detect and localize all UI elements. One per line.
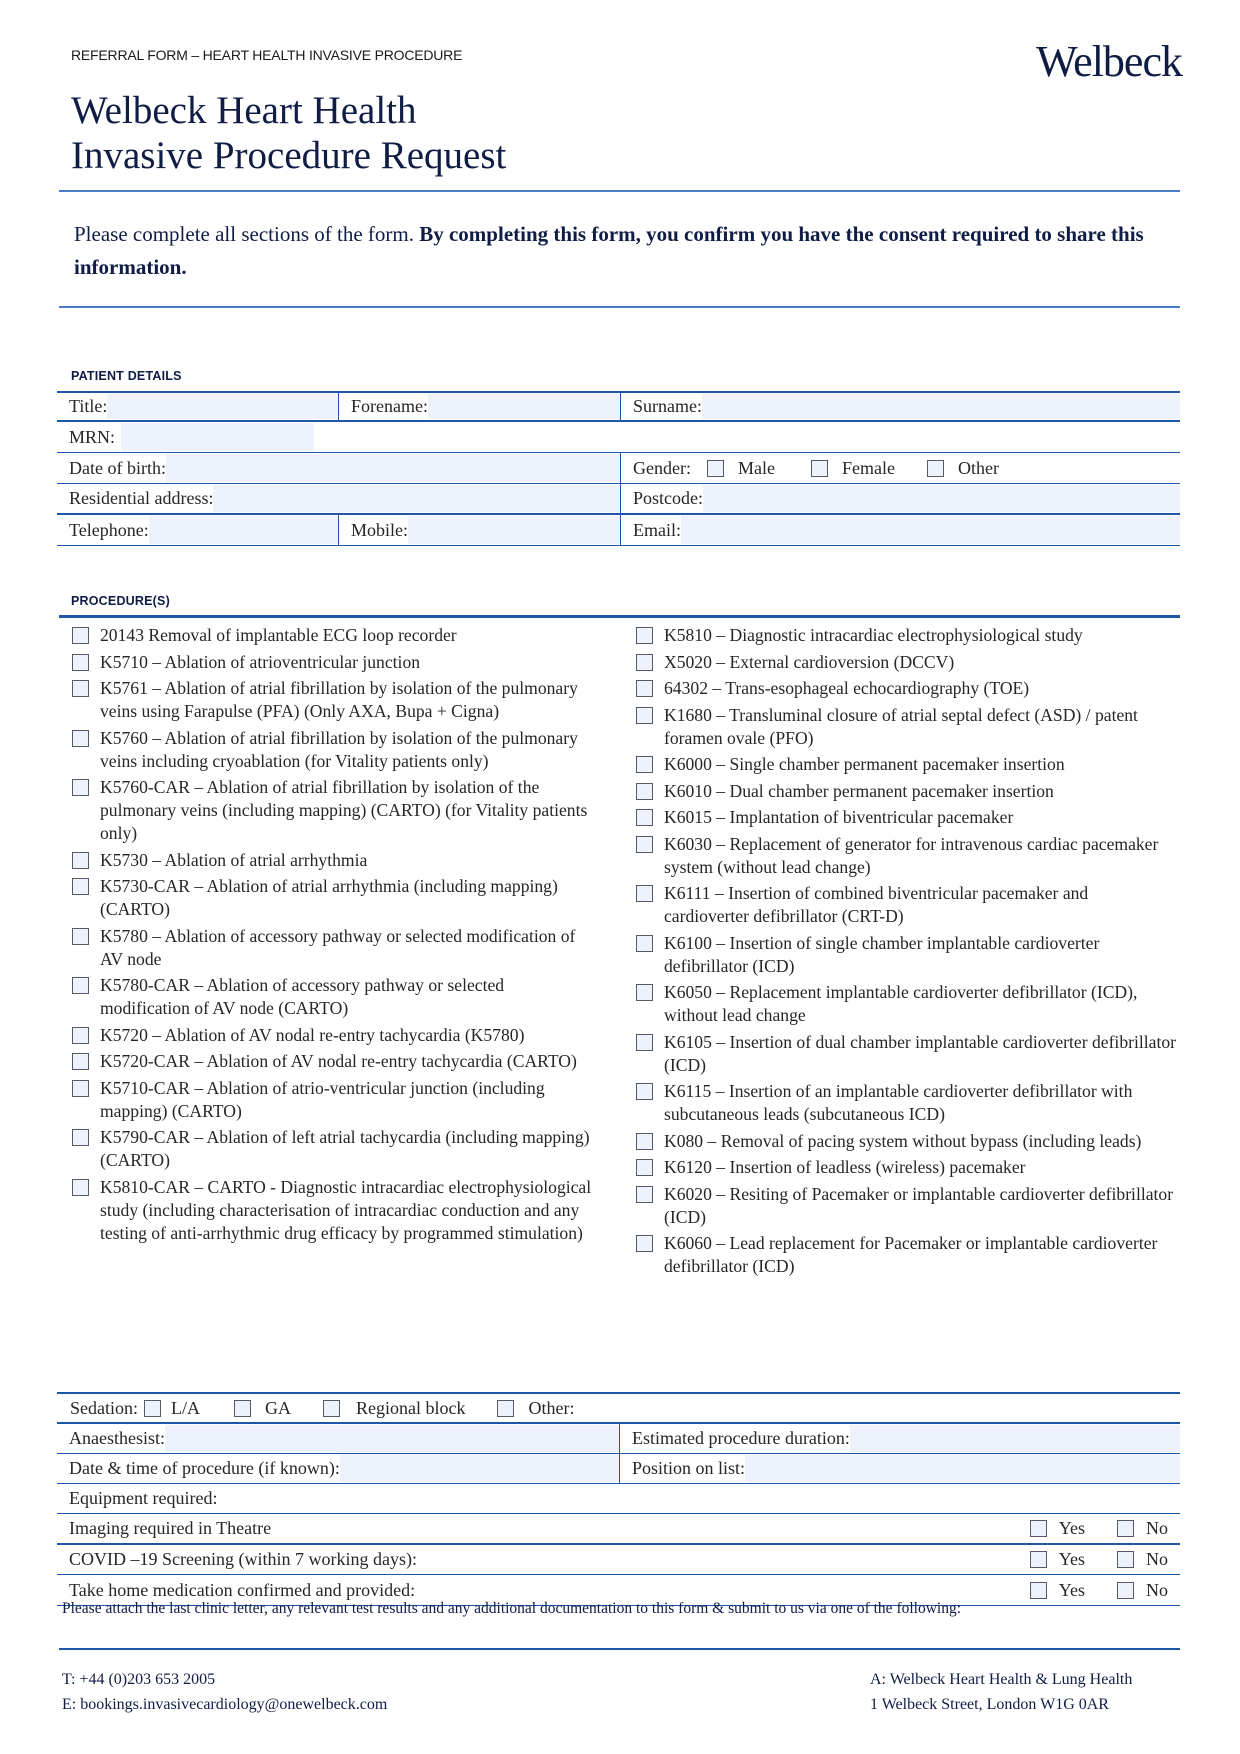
procedure-label: K5790-CAR – Ablation of left atrial tachycardia (including mapping) (CARTO) [100,1127,590,1170]
checkbox[interactable] [72,680,89,697]
procedure-label: K5810 – Diagnostic intracardiac electrophysiological study [664,625,1083,645]
gender-male-label: Male [737,457,775,478]
procedure-label: 20143 Removal of implantable ECG loop recorder [100,625,457,645]
procedure-option[interactable] [72,651,592,674]
procedure-option[interactable] [72,974,592,1020]
footer-address [870,1667,1132,1717]
footer-email[interactable]: E: bookings.invasivecardiology@onewelbeck.com [62,1696,388,1713]
anaesthesist-row [57,1424,1180,1454]
title-line-1: Welbeck Heart Health [71,89,417,132]
forename-field[interactable] [338,393,620,420]
intro-consent: By completing this form, you confirm you have the consent required to share this information. [74,222,1144,279]
gender-option-female[interactable] [811,458,895,479]
footer-contact [62,1667,387,1717]
sedation-option-la[interactable] [144,1398,200,1419]
equipment-label: Equipment required: [69,1488,218,1508]
date-time-input[interactable] [340,1455,619,1482]
covid-label: COVID –19 Screening (within 7 working days): [69,1549,417,1569]
page-title [71,88,506,178]
surname-label: Surname: [633,396,702,416]
dob-input[interactable] [166,454,620,482]
checkbox[interactable] [927,460,944,477]
covid-yes[interactable] [1030,1549,1085,1570]
medication-label: Take home medication confirmed and provided: [69,1579,416,1600]
address-field[interactable] [57,484,620,513]
checkbox[interactable] [1030,1520,1047,1537]
procedure-option[interactable] [636,833,1176,879]
procedure-label: K5730 – Ablation of atrial arrhythmia [100,849,368,870]
procedure-option[interactable] [636,624,1176,647]
patient-row-contact [57,515,1180,546]
mrn-label: MRN: [69,426,116,447]
sedation-option-other[interactable] [497,1398,574,1419]
procedure-option[interactable] [72,1050,592,1073]
covid-no[interactable] [1117,1549,1168,1570]
email-field[interactable] [620,515,1180,545]
position-field[interactable] [619,1454,1180,1483]
checkbox[interactable] [636,783,653,800]
checkbox[interactable] [811,460,828,477]
checkbox[interactable] [1117,1520,1134,1537]
procedure-label: K5780 – Ablation of accessory pathway or selected modification of AV node [100,925,576,969]
checkbox[interactable] [234,1400,251,1417]
procedure-option[interactable] [636,806,1176,829]
sedation-regional-label: Regional block [356,1397,466,1418]
sedation-option-ga[interactable] [234,1398,291,1419]
address-label: Residential address: [69,488,214,508]
mrn-input[interactable] [121,423,314,451]
procedure-label: K6010 – Dual chamber permanent pacemaker insertion [664,780,1054,801]
checkbox[interactable] [636,654,653,671]
mobile-input[interactable] [408,516,620,544]
procedure-details-table [57,1394,1180,1609]
procedure-label: K6115 – Insertion of an implantable cardioverter defibrillator with subcutaneous leads (subcutaneous ICD) [664,1081,1133,1124]
procedure-option[interactable] [72,776,592,845]
checkbox[interactable] [636,1186,653,1203]
welbeck-logo: Welbeck [1036,37,1182,86]
procedure-label: K5720 – Ablation of AV nodal re-entry tachycardia (K5780) [100,1024,525,1045]
telephone-input[interactable] [149,516,338,544]
checkbox[interactable] [72,1129,89,1146]
checkbox[interactable] [636,756,653,773]
gender-option-male[interactable] [707,458,775,479]
checkbox[interactable] [636,836,653,853]
procedure-option[interactable] [72,1077,592,1123]
procedure-option[interactable] [72,1024,592,1047]
procedure-option[interactable] [72,624,592,647]
attachment-instructions: Please attach the last clinic letter, any relevant test results and any additional documentation to this form & submit to us via one of the following: [62,1600,962,1617]
procedure-option[interactable] [636,753,1176,776]
procedure-label: K6060 – Lead replacement for Pacemaker or implantable cardioverter defibrillator (ICD) [664,1233,1158,1276]
anaesthesist-input[interactable] [165,1425,619,1452]
mobile-label: Mobile: [351,519,408,540]
checkbox[interactable] [636,1083,653,1100]
patient-row-address [57,484,1180,515]
procedure-option[interactable] [636,1183,1176,1229]
forename-input[interactable] [428,394,620,419]
procedure-option[interactable] [636,704,1176,750]
procedure-option[interactable] [636,651,1176,674]
checkbox[interactable] [636,1159,653,1176]
procedure-option[interactable] [636,780,1176,803]
duration-input[interactable] [850,1425,1180,1452]
checkbox[interactable] [72,878,89,895]
surname-field[interactable] [620,393,1180,420]
checkbox[interactable] [707,460,724,477]
checkbox[interactable] [1030,1582,1047,1599]
procedure-label: K6030 – Replacement of generator for intravenous cardiac pacemaker system (without lead change) [664,833,1159,877]
form-type-label: REFERRAL FORM – HEART HEALTH INVASIVE PROCEDURE [71,47,463,63]
sedation-ga-label: GA [265,1397,291,1418]
position-input[interactable] [745,1455,1180,1482]
covid-field [57,1545,1180,1574]
checkbox[interactable] [1117,1551,1134,1568]
procedure-label: K6000 – Single chamber permanent pacemaker insertion [664,754,1065,774]
checkbox[interactable] [636,885,653,902]
procedure-label: K1680 – Transluminal closure of atrial septal defect (ASD) / patent foramen ovale (PFO) [664,704,1138,748]
procedure-label: K6050 – Replacement implantable cardioverter defibrillator (ICD), without lead change [664,982,1138,1025]
title-line-2: Invasive Procedure Request [71,134,507,177]
patient-row-dob-gender [57,453,1180,484]
checkbox[interactable] [72,654,89,671]
surname-input[interactable] [702,394,1180,419]
patient-details-table [57,393,1180,547]
yes-label: Yes [1058,1518,1085,1538]
gender-field [620,453,1180,483]
title-input[interactable] [107,394,338,419]
sedation-other-label: Other: [528,1397,575,1418]
procedure-option[interactable] [72,849,592,872]
covid-row [57,1545,1180,1575]
sedation-option-regional-block[interactable] [323,1398,465,1419]
procedure-option[interactable] [636,1156,1176,1179]
equipment-field[interactable] [57,1484,1180,1513]
procedure-option[interactable] [72,1176,592,1245]
sedation-row [57,1394,1180,1424]
procedure-option[interactable] [636,1232,1176,1278]
medication-no[interactable] [1117,1580,1168,1601]
imaging-label: Imaging required in Theatre [69,1518,272,1538]
telephone-field[interactable] [57,515,338,545]
sedation-la-label: L/A [171,1397,200,1418]
dob-label: Date of birth: [69,457,166,478]
medication-yes[interactable] [1030,1580,1085,1601]
checkbox[interactable] [636,680,653,697]
procedure-label: K080 – Removal of pacing system without bypass (including leads) [664,1130,1142,1151]
postcode-label: Postcode: [633,488,703,508]
checkbox[interactable] [636,1133,653,1150]
yes-label: Yes [1058,1549,1085,1569]
procedure-label: K5730-CAR – Ablation of atrial arrhythmia (including mapping) (CARTO) [100,876,558,919]
checkbox[interactable] [636,1235,653,1252]
email-label: Email: [633,519,681,540]
procedure-label: K5780-CAR – Ablation of accessory pathway or selected modification of AV node (CARTO) [100,975,505,1018]
procedure-option[interactable] [636,882,1176,928]
no-label: No [1146,1518,1168,1538]
procedure-label: K5710 – Ablation of atrioventricular junction [100,651,421,672]
checkbox[interactable] [1117,1582,1134,1599]
procedure-option[interactable] [72,925,592,971]
checkbox[interactable] [1030,1551,1047,1568]
address-input[interactable] [213,485,620,512]
procedure-label: K5760 – Ablation of atrial fibrillation by isolation of the pulmonary veins including cryoablation (for Vitality patients only) [100,727,578,771]
checkbox[interactable] [72,928,89,945]
patient-details-heading: PATIENT DETAILS [71,369,182,383]
intro-text [74,218,1154,284]
procedure-label: K5761 – Ablation of atrial fibrillation by isolation of the pulmonary veins using Farapulse (PFA) (Only AXA, Bupa + Cigna) [100,678,578,721]
gender-female-label: Female [841,457,895,478]
duration-label: Estimated procedure duration: [632,1428,850,1448]
checkbox[interactable] [72,852,89,869]
procedure-label: X5020 – External cardioversion (DCCV) [664,651,955,672]
patient-row-mrn [57,422,1180,453]
divider [59,190,1180,192]
anaesthesist-field[interactable] [57,1424,619,1453]
imaging-yes[interactable] [1030,1518,1085,1539]
patient-row-names [57,393,1180,422]
intro-regular: Please complete all sections of the form. [74,222,420,246]
procedure-option[interactable] [72,875,592,921]
procedure-label: K6100 – Insertion of single chamber implantable cardioverter defibrillator (ICD) [664,932,1100,976]
procedure-option[interactable] [72,677,592,723]
procedure-option[interactable] [636,1130,1176,1153]
date-time-label: Date & time of procedure (if known): [69,1458,340,1478]
mobile-field[interactable] [338,515,620,545]
yes-label: Yes [1058,1579,1085,1600]
imaging-row [57,1514,1180,1545]
date-time-row [57,1454,1180,1484]
procedure-label: K6020 – Resiting of Pacemaker or implantable cardioverter defibrillator (ICD) [664,1183,1174,1227]
checkbox[interactable] [72,627,89,644]
title-label: Title: [69,396,108,416]
footer-address-line2: 1 Welbeck Street, London W1G 0AR [870,1696,1109,1713]
procedure-label: K5810-CAR – CARTO - Diagnostic intracardiac electrophysiological study (including characterisation of intracardiac conduction and any testing of anti-arrhythmic drug efficacy by programmed stimulation) [100,1176,592,1243]
imaging-field [57,1514,1180,1543]
procedures-left-column [72,624,592,1248]
checkbox[interactable] [72,779,89,796]
procedure-label: K5760-CAR – Ablation of atrial fibrillation by isolation of the pulmonary veins (including mapping) (CARTO) (for Vitality patients only) [100,777,588,843]
no-label: No [1146,1579,1168,1600]
checkbox[interactable] [636,984,653,1001]
checkbox[interactable] [72,1053,89,1070]
checkbox[interactable] [72,730,89,747]
checkbox[interactable] [636,809,653,826]
gender-option-other[interactable] [927,458,999,479]
dob-field[interactable] [57,453,620,483]
procedure-option[interactable] [636,677,1176,700]
procedure-label: K6111 – Insertion of combined biventricular pacemaker and cardioverter defibrillator (CRT-D) [664,883,1089,926]
procedure-option[interactable] [72,1126,592,1172]
checkbox[interactable] [636,1034,653,1051]
equipment-row [57,1484,1180,1514]
procedure-label: K6015 – Implantation of biventricular pacemaker [664,807,1014,827]
procedures-right-column [636,624,1176,1282]
no-label: No [1146,1549,1168,1569]
checkbox[interactable] [72,1179,89,1196]
telephone-label: Telephone: [69,519,149,540]
footer-divider [59,1648,1180,1650]
gender-other-label: Other [957,457,999,478]
mrn-field[interactable] [57,422,1180,452]
procedures-heading: PROCEDURE(S) [71,594,170,608]
procedure-option[interactable] [72,727,592,773]
date-time-field[interactable] [57,1454,619,1483]
checkbox[interactable] [323,1400,340,1417]
procedure-label: K6105 – Insertion of dual chamber implantable cardioverter defibrillator (ICD) [664,1031,1176,1075]
procedure-option[interactable] [636,1031,1176,1077]
procedure-option[interactable] [636,932,1176,978]
checkbox[interactable] [636,935,653,952]
checkbox[interactable] [72,977,89,994]
footer-telephone: T: +44 (0)203 653 2005 [62,1671,216,1688]
sedation-field [57,1394,1180,1422]
checkbox[interactable] [72,1080,89,1097]
duration-field[interactable] [619,1424,1180,1453]
procedure-option[interactable] [636,1080,1176,1126]
divider [59,306,1180,308]
checkbox[interactable] [72,1027,89,1044]
sedation-label: Sedation: [70,1397,138,1418]
forename-label: Forename: [351,396,428,416]
gender-label: Gender: [633,457,691,478]
postcode-input[interactable] [703,485,1180,512]
checkbox[interactable] [144,1400,161,1417]
procedure-label: K6120 – Insertion of leadless (wireless) pacemaker [664,1157,1026,1177]
position-label: Position on list: [632,1458,746,1478]
anaesthesist-label: Anaesthesist: [69,1428,165,1448]
footer-address-line1: A: Welbeck Heart Health & Lung Health [870,1671,1133,1688]
procedure-label: K5710-CAR – Ablation of atrio-ventricular junction (including mapping) (CARTO) [100,1077,545,1121]
checkbox[interactable] [497,1400,514,1417]
title-field[interactable] [57,393,338,420]
postcode-field[interactable] [620,484,1180,513]
procedure-label: K5720-CAR – Ablation of AV nodal re-entry tachycardia (CARTO) [100,1051,577,1071]
checkbox[interactable] [636,627,653,644]
procedures-top-rule [59,615,1180,618]
checkbox[interactable] [636,707,653,724]
email-input[interactable] [681,516,1180,544]
procedure-label: 64302 – Trans-esophageal echocardiography (TOE) [664,678,1030,698]
imaging-no[interactable] [1117,1518,1168,1539]
procedure-option[interactable] [636,981,1176,1027]
